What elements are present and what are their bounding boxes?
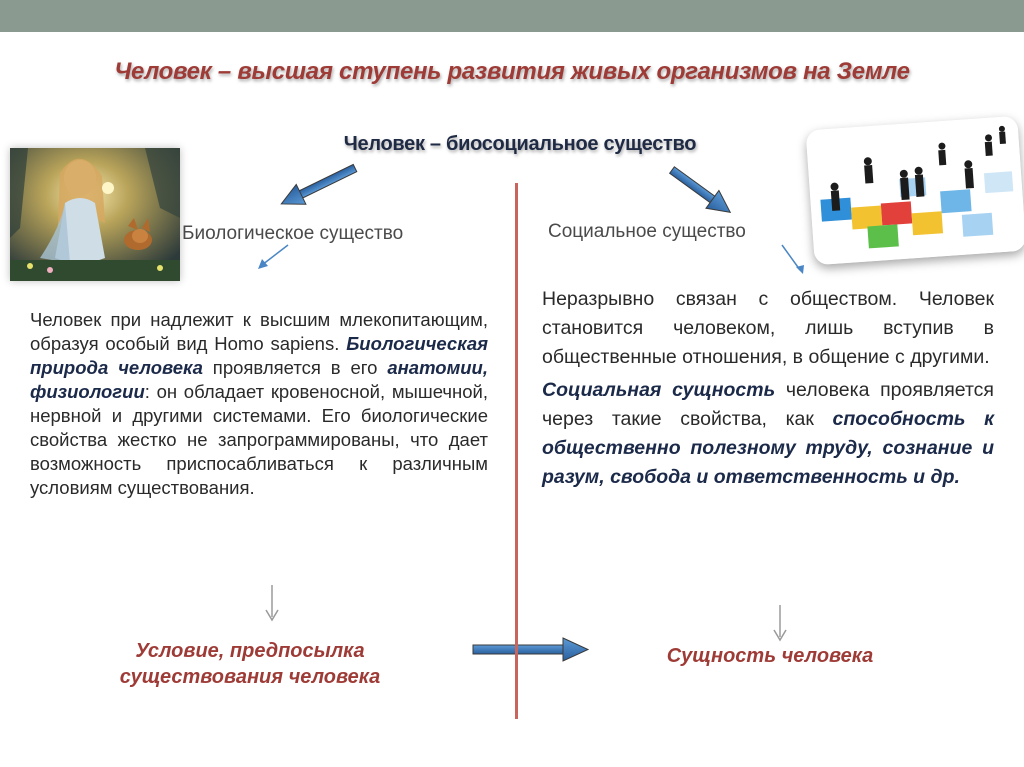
- text-span: человека проявляется через такие свойства, как: [542, 379, 994, 430]
- biological-description: [30, 308, 488, 500]
- emphasis-biological-nature: Биологическая природа человека: [30, 333, 488, 378]
- fairy-image: [10, 148, 180, 281]
- emphasis-abilities: способность к общественно полезному труду, сознание и разум, свобода и ответственность и др.: [542, 408, 994, 488]
- text-span: проявляется в его: [202, 357, 388, 378]
- social-description: [542, 285, 994, 496]
- social-heading: Социальное существо: [548, 221, 746, 242]
- page-title: Человек – высшая ступень развития живых организмов на Земле: [114, 58, 910, 85]
- emphasis-anatomy: анатомии, физиологии: [30, 357, 488, 402]
- social-paragraph-1: Неразрывно связан с обществом. Человек становится человеком, лишь вступив в общественные отношения, в общение с другими.: [542, 288, 994, 368]
- emphasis-social-essence: Социальная сущность: [542, 379, 776, 401]
- conclusion-left: Условие, предпосылка существования человека: [119, 640, 381, 688]
- biological-heading: Биологическое существо: [182, 223, 404, 244]
- top-bar: [0, 0, 1024, 32]
- text-span: : он обладает кровеносной, мышечной, нервной и другими системами. Его биологические свойства жестко не запрограммированы, что дает возможность приспосабливаться к различным условиям существования.: [30, 381, 488, 498]
- conclusion-right: Сущность человека: [666, 645, 874, 667]
- center-divider: [515, 183, 518, 719]
- text-span: Человек при надлежит к высшим млекопитающим, образуя особый вид Homo sapiens.: [30, 309, 488, 354]
- puzzle-people-image: [806, 116, 1024, 265]
- subtitle: Человек – биосоциальное существо: [343, 133, 697, 155]
